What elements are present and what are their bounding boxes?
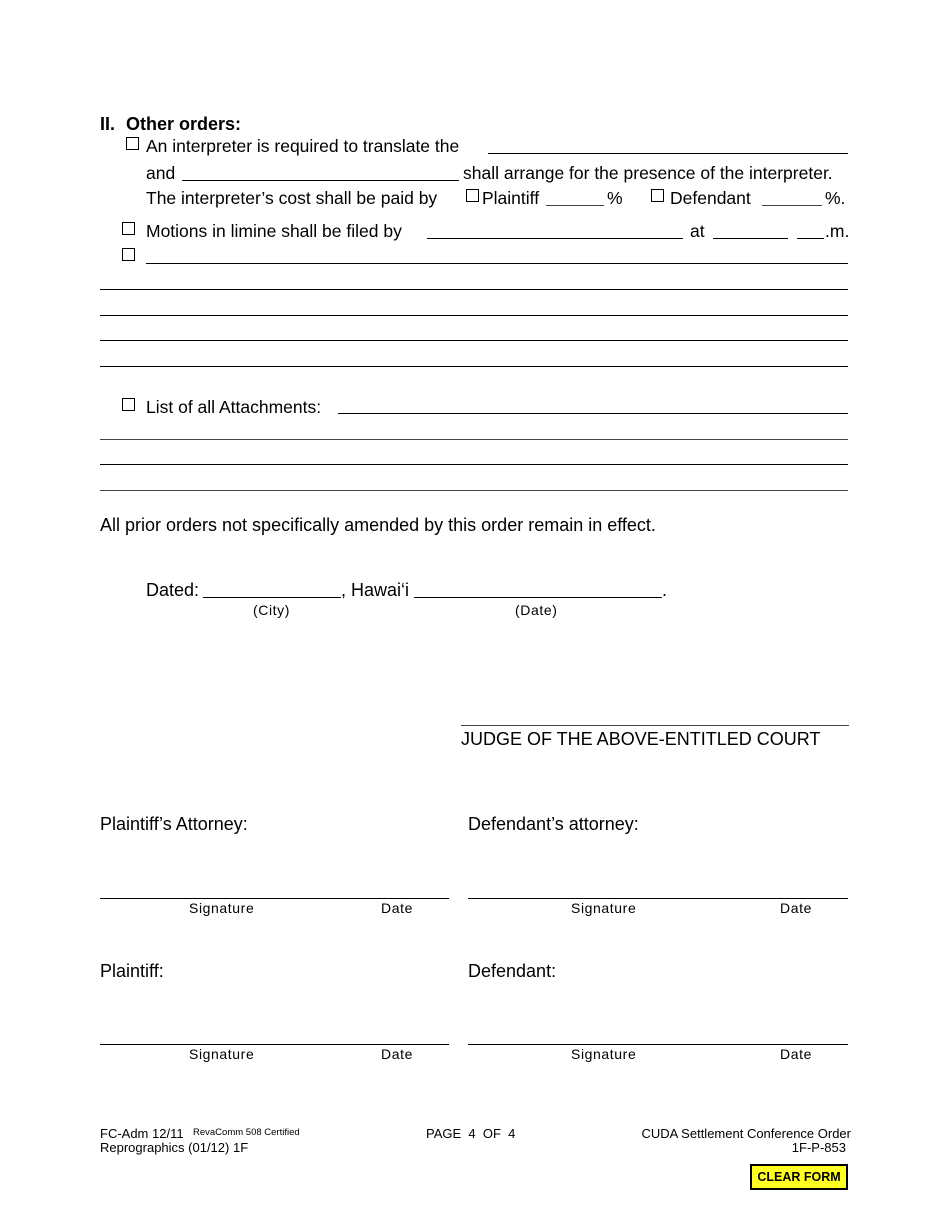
other-order-line-3[interactable] <box>100 297 848 316</box>
defendant-signature-field[interactable] <box>468 1026 848 1045</box>
and-label: and <box>146 163 176 183</box>
date-caption: (Date) <box>515 602 558 618</box>
dated-period: . <box>662 580 668 600</box>
m-label: .m. <box>825 221 850 241</box>
city-field[interactable] <box>203 579 341 598</box>
dated-label: Dated: <box>146 580 200 600</box>
motions-checkbox[interactable] <box>122 222 135 235</box>
section-title: Other orders: <box>126 114 242 134</box>
at-label: at <box>690 221 705 241</box>
motions-ampm-field[interactable] <box>797 220 824 239</box>
motions-date-field[interactable] <box>427 220 683 239</box>
date-caption: Date <box>780 1046 812 1062</box>
plaintiff-checkbox[interactable] <box>466 189 479 202</box>
motions-time-field[interactable] <box>713 220 788 239</box>
certified-label: RevaComm 508 Certified <box>193 1127 300 1138</box>
defendant-percent-sign: %. <box>825 188 846 208</box>
attachments-label: List of all Attachments: <box>146 397 322 417</box>
arranging-party-field[interactable] <box>182 162 459 181</box>
judge-signature-line <box>461 725 849 726</box>
interpreter-text: An interpreter is required to translate the <box>146 136 460 156</box>
date-field[interactable] <box>414 579 662 598</box>
plaintiff-percent-sign: % <box>607 188 623 208</box>
reprographics-label: Reprographics (01/12) 1F <box>100 1140 249 1155</box>
other-order-line-4[interactable] <box>100 322 848 341</box>
judge-title: JUDGE OF THE ABOVE-ENTITLED COURT <box>461 729 821 749</box>
page-number: PAGE 4 OF 4 <box>426 1126 516 1141</box>
plaintiff-attorney-label: Plaintiff’s Attorney: <box>100 814 248 834</box>
arrange-text: shall arrange for the presence of the interpreter. <box>463 163 833 183</box>
defendant-attorney-signature-field[interactable] <box>468 880 848 899</box>
defendant-percent-field[interactable] <box>762 187 822 206</box>
signature-caption: Signature <box>571 1046 637 1062</box>
defendant-attorney-label: Defendant’s attorney: <box>468 814 639 834</box>
signature-caption: Signature <box>571 900 637 916</box>
interpreter-checkbox[interactable] <box>126 137 139 150</box>
signature-caption: Signature <box>189 900 255 916</box>
attachments-checkbox[interactable] <box>122 398 135 411</box>
defendant-label: Defendant <box>670 188 751 208</box>
plaintiff-attorney-signature-field[interactable] <box>100 880 449 899</box>
form-code: FC-Adm 12/11 <box>100 1126 184 1141</box>
cost-text: The interpreter’s cost shall be paid by <box>146 188 438 208</box>
plaintiff-label: Plaintiff: <box>100 961 164 981</box>
attachments-line-4[interactable] <box>100 472 848 491</box>
plaintiff-signature-field[interactable] <box>100 1026 449 1045</box>
date-caption: Date <box>381 1046 413 1062</box>
other-order-line-5[interactable] <box>100 348 848 367</box>
other-order-line-2[interactable] <box>100 271 848 290</box>
section-number: II. <box>100 114 116 134</box>
signature-caption: Signature <box>189 1046 255 1062</box>
form-title: CUDA Settlement Conference Order <box>641 1126 851 1141</box>
clear-form-button[interactable]: CLEAR FORM <box>750 1164 848 1190</box>
other-order-checkbox[interactable] <box>122 248 135 261</box>
attachments-field[interactable] <box>338 395 848 414</box>
attachments-line-2[interactable] <box>100 421 848 440</box>
defendant-checkbox[interactable] <box>651 189 664 202</box>
city-caption: (City) <box>253 602 291 618</box>
date-caption: Date <box>381 900 413 916</box>
hawaii-label: , Hawai‘i <box>341 580 410 600</box>
plaintiff-label: Plaintiff <box>482 188 540 208</box>
defendant-label: Defendant: <box>468 961 557 981</box>
plaintiff-percent-field[interactable] <box>546 187 604 206</box>
other-order-field[interactable] <box>146 245 848 264</box>
prior-orders-text: All prior orders not specifically amended by this order remain in effect. <box>100 515 656 535</box>
date-caption: Date <box>780 900 812 916</box>
motions-label: Motions in limine shall be filed by <box>146 221 402 241</box>
interpreter-language-field[interactable] <box>488 135 848 154</box>
attachments-line-3[interactable] <box>100 446 848 465</box>
form-number: 1F-P-853 <box>791 1140 846 1155</box>
